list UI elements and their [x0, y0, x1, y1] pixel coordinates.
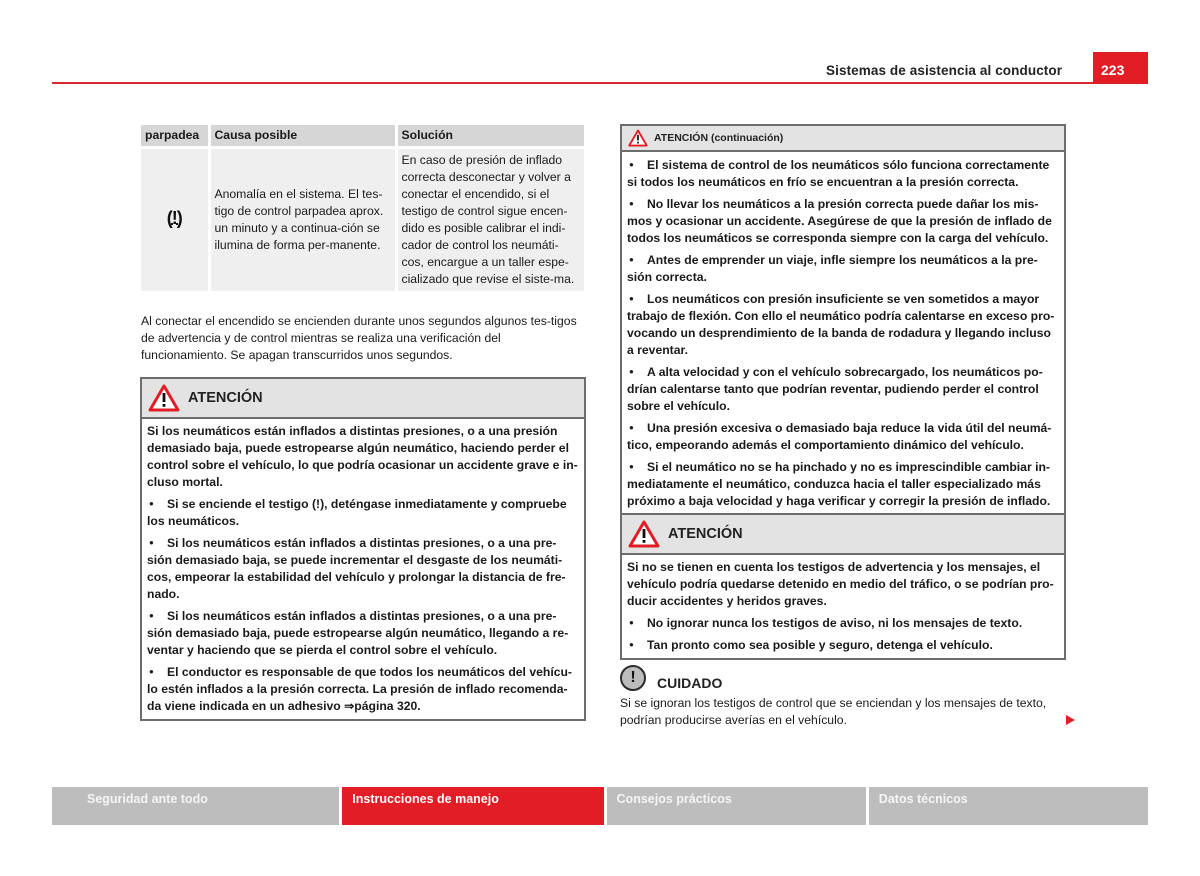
- warning-bullet: ● Si los neumáticos están inflados a distintas presiones, o a una pre-sión demasiado baja, se puede incrementar el desgaste de los neumáti-cos, empeorar la estabilidad del vehículo y prolongar la distancia de fre-nado.: [147, 534, 579, 603]
- warning-bullet: ● Antes de emprender un viaje, infle siempre los neumáticos a la pre-sión correcta.: [627, 251, 1059, 286]
- warning-header: [622, 126, 1064, 152]
- chapter-nav: [52, 787, 1148, 825]
- section-title: Sistemas de asistencia al conductor: [826, 63, 1063, 78]
- chapter-tab-operation[interactable]: Instrucciones de manejo: [342, 787, 603, 825]
- solution-cell: En caso de presión de inflado correcta desconectar y volver a conectar el encendido, si el testigo de control sigue encen-dido es posible calibrar el indi-cador de control los neumáti-cos, encargue a un taller espe-cializado que revise el siste-ma.: [396, 147, 584, 291]
- header-rule: [52, 82, 1148, 84]
- warning-bullet: ● No ignorar nunca los testigos de aviso, ni los mensajes de texto.: [627, 614, 1059, 632]
- warning-box: [620, 513, 1066, 660]
- warning-body: [142, 419, 584, 719]
- warning-bullet: ● Una presión excesiva o demasiado baja reduce la vida útil del neumá-tico, empeorando además el comportamiento dinámico del vehículo.: [627, 419, 1059, 454]
- continue-arrow-icon: [1066, 715, 1075, 725]
- warning-bullet: ● No llevar los neumáticos a la presión correcta puede dañar los mis-mos y ocasionar un accidente. Asegúrese de que la presión de inflado de todos los neumáticos se corresponda siempre con la carga del vehículo.: [627, 195, 1059, 247]
- warning-bullet: ● Si se enciende el testigo (!), deténgase inmediatamente y compruebe los neumáticos.: [147, 495, 579, 530]
- caution-header: [620, 664, 1060, 692]
- chapter-tab-safety[interactable]: Seguridad ante todo: [52, 787, 339, 825]
- warning-light-table: [141, 125, 584, 291]
- table-row: [141, 147, 584, 291]
- warning-bullet: ● Si los neumáticos están inflados a distintas presiones, o a una pre-sión demasiado baja, puede estropearse algún neumático, llegando a re-ventar y haciendo que se pierda el control sobre el vehículo.: [147, 607, 579, 659]
- warning-box: [140, 377, 586, 721]
- warning-intro: Si no se tienen en cuenta los testigos de advertencia y los mensajes, el vehículo podría quedarse detenido en medio del tráfico, o se podrían pro-ducir accidentes y heridos graves.: [627, 560, 1054, 608]
- table-header-row: [141, 125, 584, 147]
- warning-triangle-icon: [628, 520, 660, 548]
- column-header-solution: Solución: [396, 125, 584, 147]
- warning-bullet: ● Tan pronto como sea posible y seguro, detenga el vehículo.: [627, 636, 1059, 654]
- caution-title: CUIDADO: [657, 675, 723, 691]
- column-header-cause: Causa posible: [209, 125, 396, 147]
- warning-title: ATENCIÓN: [188, 390, 263, 406]
- intro-paragraph: Al conectar el encendido se encienden durante unos segundos algunos tes-tigos de advertencia y de control mientras se realiza una verificación del funcionamiento. Se apagan transcurridos unos segundos.: [141, 314, 577, 362]
- warning-bullet: ● El conductor es responsable de que todos los neumáticos del vehícu-lo estén inflados a la presión correcta. La presión de inflado recomenda-da viene indicada en un adhesivo ⇒página 320.: [147, 663, 579, 715]
- chapter-tab-practical-tips[interactable]: Consejos prácticos: [607, 787, 866, 825]
- warning-box-continued: [620, 124, 1066, 516]
- warning-bullet: ● Si el neumático no se ha pinchado y no es imprescindible cambiar in-mediatamente el neumático, conduzca hacia el taller especializado más próximo a baja velocidad y haga verificar y corregir la presión de inflado.: [627, 458, 1059, 510]
- warning-triangle-icon: [148, 384, 180, 412]
- caution-text: Si se ignoran los testigos de control que se enciendan y los mensajes de texto, podrían producirse averías en el vehículo.: [620, 696, 1047, 727]
- chapter-tab-technical-data[interactable]: Datos técnicos: [869, 787, 1148, 825]
- page-number: 223: [1093, 52, 1148, 84]
- tire-pressure-warning-icon: (!): [166, 208, 182, 228]
- caution-exclamation-icon: !: [620, 665, 646, 691]
- warning-bullet: ● A alta velocidad y con el vehículo sobrecargado, los neumáticos po-drían calentarse tanto que podrían reventar, pudiendo perder el control sobre el vehículo.: [627, 363, 1059, 415]
- warning-header: [622, 515, 1064, 555]
- warning-title: ATENCIÓN (continuación): [654, 132, 784, 144]
- warning-title: ATENCIÓN: [668, 526, 743, 542]
- warning-intro: Si los neumáticos están inflados a distintas presiones, o a una presión demasiado baja, puede estropearse algún neumático, haciendo perder el control sobre el vehículo, lo que podría ocasionar un accidente grave e in-cluso mortal.: [147, 424, 578, 489]
- warning-bullet: ● Los neumáticos con presión insuficiente se ven sometidos a mayor trabajo de flexión. Con ello el neumático podría calentarse en exceso pro-vocando un desprendimiento de la banda de rodadura y llegando incluso a reventar.: [627, 290, 1059, 359]
- warning-body: [622, 555, 1064, 658]
- icon-cell: [141, 147, 209, 291]
- cause-cell: Anomalía en el sistema. El tes-tigo de control parpadea aprox. un minuto y a continua-ción se ilumina de forma per-manente.: [209, 147, 396, 291]
- warning-body: [622, 152, 1064, 514]
- warning-header: [142, 379, 584, 419]
- warning-bullet: ● El sistema de control de los neumáticos sólo funciona correctamente si todos los neumáticos en frío se encuentran a la presión correcta.: [627, 156, 1059, 191]
- column-header-blinks: parpadea: [141, 125, 209, 147]
- caution-note: [620, 664, 1060, 729]
- warning-triangle-icon: [628, 129, 648, 147]
